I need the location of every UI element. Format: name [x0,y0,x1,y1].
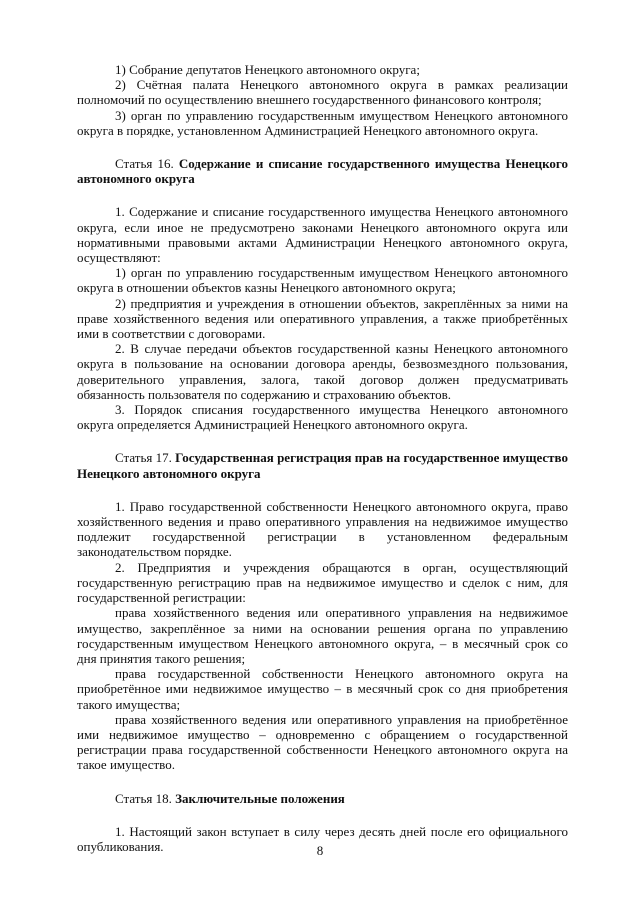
article-17-paragraph: права государственной собственности Ненецкого автономного округа на приобретённое ими недвижимое имущество – в месячный срок со дня приобретения такого имущества; [77,666,568,712]
article-18-number: Статья 18. [115,790,172,806]
article-16-title: Содержание и списание государственного имущества Ненецкого автономного округа [77,156,568,187]
article-18-paragraph: 1. Настоящий закон вступает в силу через десять дней после его официального опубликования. [77,823,568,854]
article-17-heading [77,450,568,480]
article-16-heading [77,156,568,186]
intro-item-2: 2) Счётная палата Ненецкого автономного округа в рамках реализации полномочий по осуществлению внешнего государственного финансового контроля; [77,77,568,108]
intro-item-1: 1) Собрание депутатов Ненецкого автономного округа; [115,62,420,77]
article-17-paragraph: права хозяйственного ведения или оперативного управления на приобретённое ими недвижимое имущество – одновременно с обращением о государственной регистрации права государственной собственности Ненецкого автономного округа на такое имущество. [77,711,568,773]
article-17-paragraph: права хозяйственного ведения или оперативного управления на недвижимое имущество, закреплённое за ними на основании решения органа по управлению государственным имуществом Ненецкого автономного округа, – в месячный срок со дня принятия такого решения; [77,605,568,666]
article-16-paragraph: 2. В случае передачи объектов государственной казны Ненецкого автономного округа в пользование на основании договора аренды, безвозмездного пользования, доверительного управления, залога, такой договор должен предусматривать обязанность пользователя по содержанию и страхованию объектов. [77,341,568,402]
article-16-paragraph: 3. Порядок списания государственного имущества Ненецкого автономного округа определяется Администрацией Ненецкого автономного округа. [77,402,568,433]
intro-list [77,62,568,138]
intro-item-3: 3) орган по управлению государственным имуществом Ненецкого автономного округа в порядке, установленном Администрацией Ненецкого автономного округа. [77,107,568,138]
article-16-number: Статья 16. [115,156,174,172]
article-17-number: Статья 17. [115,450,172,466]
article-17-paragraph: 2. Предприятия и учреждения обращаются в орган, осуществляющий государственную регистрацию прав на недвижимое имущество и сделок с ним, для государственной регистрации: [77,559,568,606]
article-16-paragraph: 1) орган по управлению государственным имуществом Ненецкого автономного округа в отношении объектов казны Ненецкого автономного округа; [77,265,568,296]
article-18-heading [77,791,568,806]
page-number: 8 [316,843,324,858]
article-17-paragraph: 1. Право государственной собственности Ненецкого автономного округа, право хозяйственного ведения и право оперативного управления на недвижимое имущество подлежит государственной регистрации в установленном федеральным законодательством порядке. [77,498,568,560]
article-17-title: Государственная регистрация прав на государственное имущество Ненецкого автономного округа [77,450,568,481]
article-18-title: Заключительные положения [175,790,345,806]
article-16-paragraph: 2) предприятия и учреждения в отношении объектов, закреплённых за ними на праве хозяйственного ведения или оперативного управления, а также приобретённых ими в соответствии с договорами. [77,295,568,342]
article-16-paragraph: 1. Содержание и списание государственного имущества Ненецкого автономного округа, если иное не предусмотрено законами Ненецкого автономного округа или нормативными правовыми актами Администрации Ненецкого автономного округа, осуществляют: [77,204,568,266]
